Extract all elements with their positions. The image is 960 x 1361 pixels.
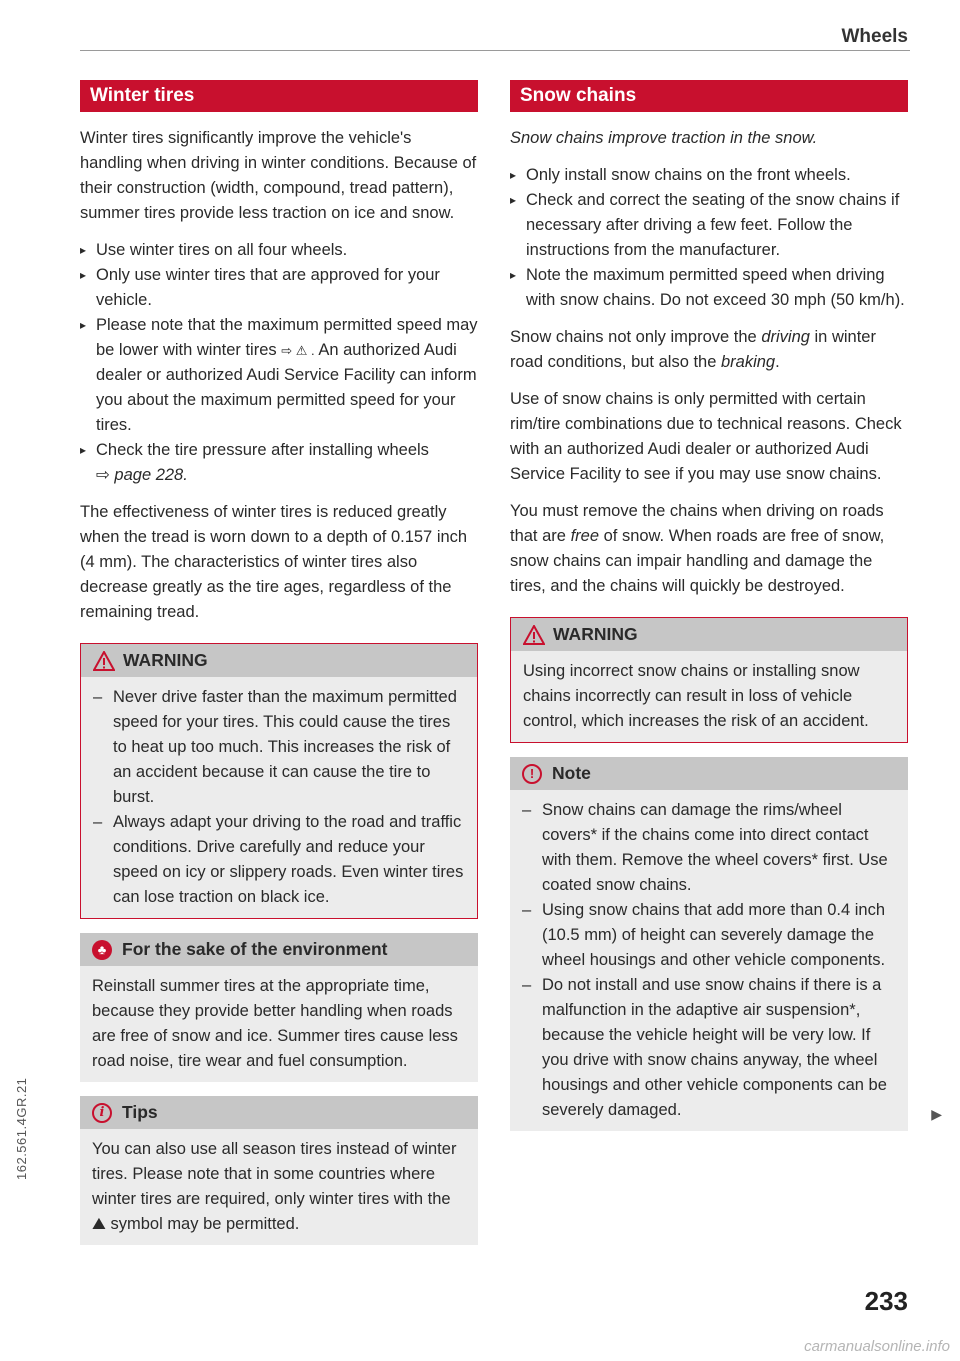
tips-text: You can also use all season tires instead of winter tires. Please note that in some countries where winter tires are required, only winter tires with the ⛰ symbol may be permitted. (92, 1140, 457, 1233)
note-title: Note (552, 763, 591, 783)
warning-box (510, 617, 908, 743)
continue-arrow-icon: ▶ (931, 1106, 942, 1122)
list-item: ▸ Note the maximum permitted speed when driving with snow chains. Do not exceed 30 mph (50 km/h). (510, 263, 908, 313)
section-heading-snow-chains: Snow chains (510, 80, 908, 112)
warning-header (511, 618, 907, 651)
page-number: 233 (864, 1286, 908, 1316)
warning-title: WARNING (123, 650, 208, 670)
list-item: ▸ Only use winter tires that are approved for your vehicle. (80, 263, 478, 313)
section-heading-winter-tires: Winter tires (80, 80, 478, 112)
arrow-bullet-icon: ▸ (510, 193, 517, 207)
environment-title: For the sake of the environment (122, 939, 388, 959)
warning-triangle-icon (523, 625, 545, 645)
warning-triangle-icon (93, 651, 115, 671)
list-item: – Always adapt your driving to the road and traffic conditions. Drive carefully and reduce your speed on icy or slippery roads. Even winter tires can lose traction on black ice. (93, 813, 464, 906)
snowflake-mountain-icon: ⛰ (92, 1215, 106, 1233)
note-box (510, 757, 942, 1131)
arrow-bullet-icon: ▸ (80, 318, 87, 332)
header-rule (80, 50, 910, 51)
snow-chains-paragraph-3: You must remove the chains when driving on roads that are free of snow. When roads are free of snow, snow chains can impair handling and damage the tires, and the chains will quickly be destroyed. (510, 502, 885, 595)
snow-chains-paragraph-1: Snow chains not only improve the driving in winter road conditions, but also the braking. (510, 328, 876, 371)
info-icon: i (92, 1103, 112, 1123)
list-item: – Snow chains can damage the rims/wheel covers* if the chains come into direct contact with them. Remove the wheel covers* first. Use coated snow chains. (522, 801, 888, 894)
warning-body (511, 651, 907, 742)
arrow-bullet-icon: ▸ (80, 243, 87, 257)
tips-header (80, 1096, 478, 1129)
list-item: – Using snow chains that add more than 0.4 inch (10.5 mm) of height can severely damage the wheel housings and other vehicle components. (522, 901, 886, 969)
note-exclamation-icon: ! (522, 764, 542, 784)
arrow-bullet-icon: ▸ (80, 268, 87, 282)
tips-title: Tips (122, 1102, 158, 1122)
winter-tires-steps (80, 238, 478, 488)
warning-title: WARNING (553, 624, 638, 644)
right-column (510, 80, 942, 1145)
environment-icon: ♣ (92, 940, 112, 960)
arrow-bullet-icon: ▸ (510, 268, 517, 282)
snow-chains-steps (510, 163, 908, 313)
list-item: – Do not install and use snow chains if there is a malfunction in the adaptive air suspension*, because the vehicle height will be very low. If you drive with snow chains anyway, the wheel housings and other vehicle components can be severely damaged. (522, 976, 887, 1119)
snow-chains-lead: Snow chains improve traction in the snow. (510, 129, 818, 147)
warning-box (80, 643, 478, 919)
tips-body (80, 1129, 478, 1245)
warning-reference-link[interactable]: ⇨ ⚠ . (281, 343, 315, 358)
list-item: ▸ Only install snow chains on the front wheels. (510, 163, 908, 188)
note-header (510, 757, 908, 790)
warning-body (81, 677, 477, 918)
watermark: carmanualsonline.info (804, 1338, 950, 1355)
chapter-title: Wheels (841, 26, 908, 47)
winter-tires-tread-paragraph: The effectiveness of winter tires is reduced greatly when the tread is worn down to a depth of 0.157 inch (4 mm). The characteristics of winter tires also decrease greatly as the tire ages, regardless of the remaining tread. (80, 503, 468, 621)
environment-header (80, 933, 478, 966)
list-item: – Never drive faster than the maximum permitted speed for your tires. This could cause the tires to heat up too much. This increases the risk of an accident because it can cause the tire to burst. (93, 688, 457, 806)
warning-header (81, 644, 477, 677)
environment-body (80, 966, 478, 1082)
list-item: ▸ Use winter tires on all four wheels. (80, 238, 478, 263)
left-column (80, 80, 478, 1259)
page-reference-link[interactable]: ⇨ page 228. (96, 466, 188, 484)
snow-chains-paragraph-2: Use of snow chains is only permitted with certain rim/tire combinations due to technical reasons. Check with an authorized Audi dealer or authorized Audi Service Facility to see if you may use snow chains. (510, 390, 902, 483)
list-item: ▸ Please note that the maximum permitted speed may be lower with winter tires ⇨ ⚠ . An authorized Audi dealer or authorized Audi Service Facility can inform you about the maximum permitted speed for your tires. (80, 313, 478, 438)
warning-text: Using incorrect snow chains or installing snow chains incorrectly can result in loss of vehicle control, which increases the risk of an accident. (523, 662, 869, 730)
list-item: ▸ Check and correct the seating of the snow chains if necessary after driving a few feet. Follow the instructions from the manufacturer. (510, 188, 908, 263)
list-item: ▸ Check the tire pressure after installing wheels ⇨ page 228. (80, 438, 478, 488)
environment-box (80, 933, 478, 1082)
arrow-bullet-icon: ▸ (80, 443, 87, 457)
document-code: 162.561.4GR.21 (14, 1077, 29, 1180)
tips-box (80, 1096, 478, 1245)
arrow-bullet-icon: ▸ (510, 168, 517, 182)
note-body (510, 790, 908, 1131)
winter-tires-intro: Winter tires significantly improve the vehicle's handling when driving in winter conditions. Because of their construction (width, compound, tread pattern), summer tires provide less traction on ice and snow. (80, 129, 477, 222)
environment-text: Reinstall summer tires at the appropriate time, because they provide better handling when roads are free of snow and ice. Summer tires cause less road noise, tire wear and fuel consumption. (92, 977, 458, 1070)
